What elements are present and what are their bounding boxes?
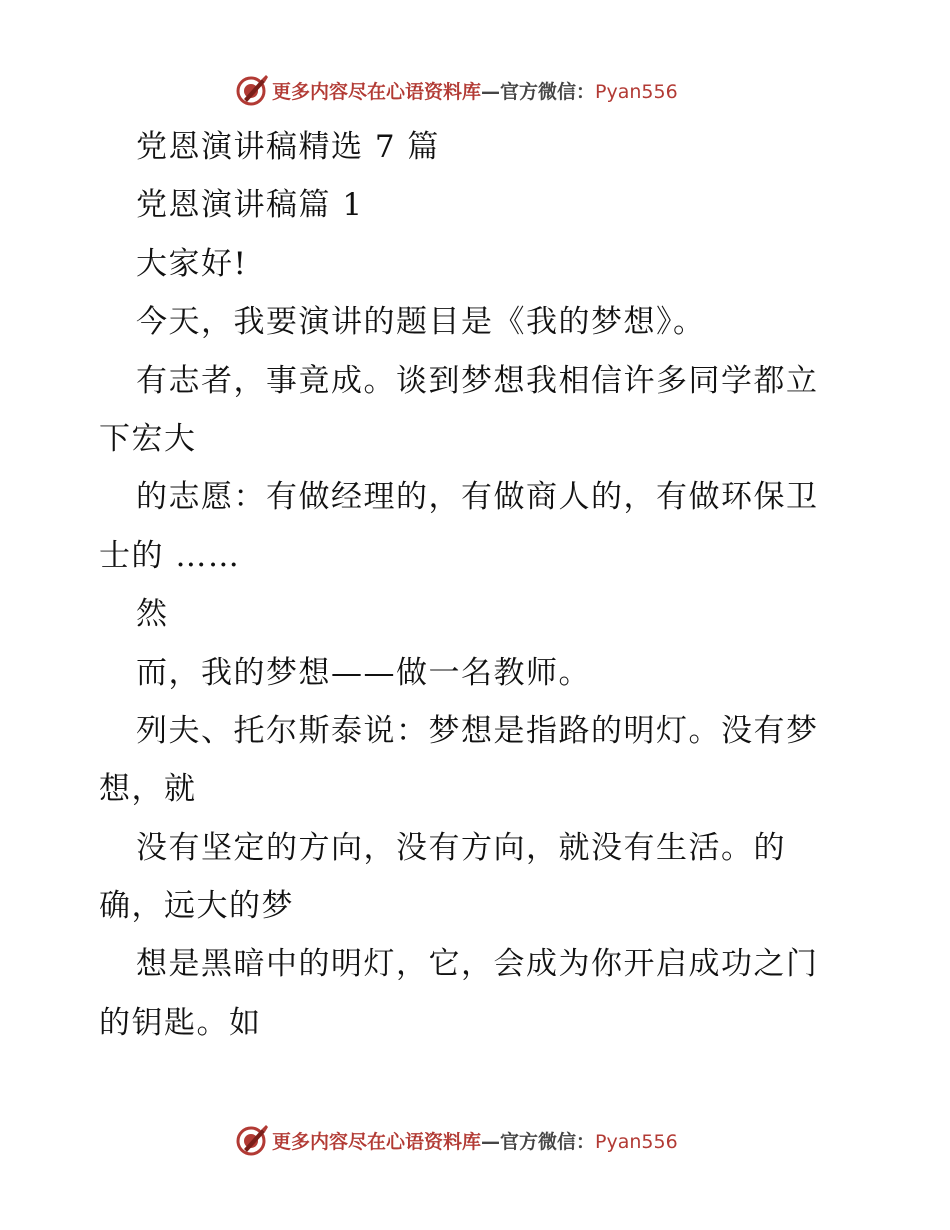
banner-wechat-id: Pyan556 bbox=[595, 1130, 678, 1153]
paragraph-line: 想，就 bbox=[99, 771, 197, 808]
paragraph-line: 而，我的梦想——做一名教师。 bbox=[136, 654, 591, 691]
paragraph-line: 下宏大 bbox=[99, 420, 197, 457]
paragraph-line: 士的 …… bbox=[99, 537, 241, 574]
banner-site-name: 更多内容尽在心语资料库 bbox=[272, 1130, 482, 1153]
header-banner bbox=[0, 70, 950, 110]
doc-title: 党恩演讲稿精选 7 篇 bbox=[136, 129, 440, 165]
paragraph-line: 今天，我要演讲的题目是《我的梦想》。 bbox=[136, 304, 706, 341]
banner-wechat-id: Pyan556 bbox=[595, 80, 678, 103]
pen-seal-icon bbox=[234, 73, 268, 107]
document-body bbox=[99, 118, 859, 1052]
banner-wechat-label: —官方微信： bbox=[481, 80, 596, 103]
banner-site-name: 更多内容尽在心语资料库 bbox=[272, 80, 482, 103]
paragraph-line: 然 bbox=[136, 596, 169, 633]
paragraph-line: 有志者，事竟成。谈到梦想我相信许多同学都立 bbox=[136, 362, 819, 399]
paragraph-line: 列夫、托尔斯泰说：梦想是指路的明灯。没有梦 bbox=[136, 712, 819, 749]
pen-seal-icon bbox=[234, 1123, 268, 1157]
paragraph-line: 大家好! bbox=[136, 245, 248, 282]
banner-text bbox=[272, 1127, 678, 1154]
paragraph-line: 确，远大的梦 bbox=[99, 888, 294, 925]
paragraph-line: 没有坚定的方向，没有方向，就没有生活。的 bbox=[136, 829, 786, 866]
paragraph-line: 的钥匙。如 bbox=[99, 1004, 262, 1041]
section-heading: 党恩演讲稿篇 1 bbox=[136, 187, 364, 224]
footer-banner bbox=[0, 1120, 950, 1160]
banner-wechat-label: —官方微信： bbox=[481, 1130, 596, 1153]
banner-text bbox=[272, 77, 678, 104]
paragraph-line: 的志愿：有做经理的，有做商人的，有做环保卫 bbox=[136, 479, 819, 516]
paragraph-line: 想是黑暗中的明灯，它，会成为你开启成功之门 bbox=[136, 946, 819, 983]
